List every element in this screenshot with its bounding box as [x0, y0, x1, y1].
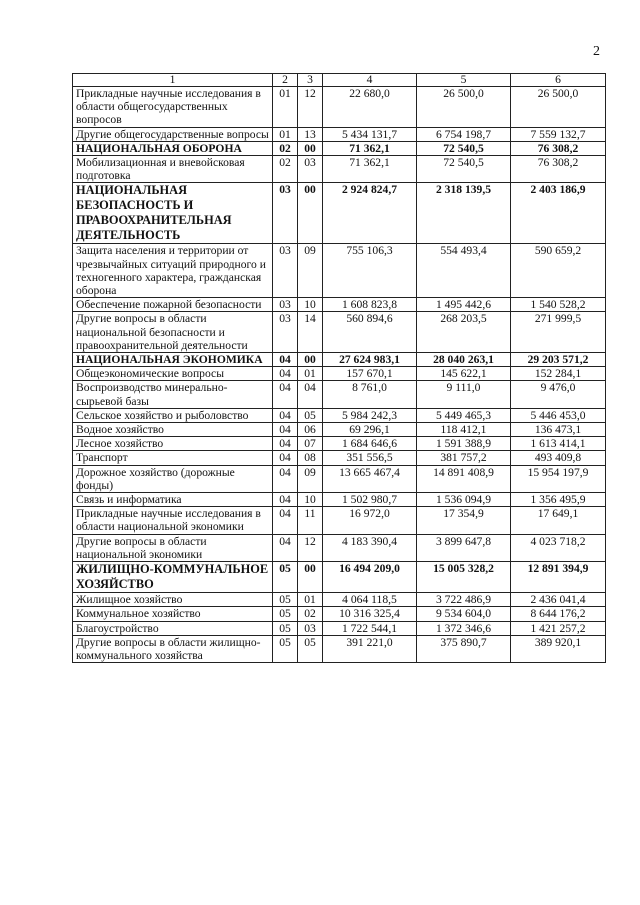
row-value-3-cell: 2 403 186,9 [511, 183, 606, 244]
row-value-2-cell: 14 891 408,9 [417, 465, 511, 492]
row-subsection-code-cell: 10 [298, 298, 323, 312]
row-value-3-cell: 5 446 453,0 [511, 408, 606, 422]
row-name-cell: НАЦИОНАЛЬНАЯ БЕЗОПАСНОСТЬ И ПРАВООХРАНИТЕЛЬНАЯ ДЕЯТЕЛЬНОСТЬ [73, 183, 273, 244]
header-col-1: 1 [73, 74, 273, 87]
row-value-2-cell: 15 005 328,2 [417, 562, 511, 593]
row-value-2-cell: 145 622,1 [417, 367, 511, 381]
row-section-code-cell: 05 [273, 593, 298, 607]
row-value-2-cell: 1 495 442,6 [417, 298, 511, 312]
table-row [73, 87, 606, 128]
row-value-2-cell: 9 534 604,0 [417, 607, 511, 621]
row-value-3-cell: 389 920,1 [511, 635, 606, 662]
row-section-code-cell: 02 [273, 156, 298, 183]
table-row [73, 621, 606, 635]
row-subsection-code-cell: 00 [298, 353, 323, 367]
row-section-code-cell: 04 [273, 367, 298, 381]
row-value-1-cell: 4 183 390,4 [323, 534, 417, 561]
table-row [73, 593, 606, 607]
row-name-cell: Лесное хозяйство [73, 437, 273, 451]
row-value-3-cell: 8 644 176,2 [511, 607, 606, 621]
row-value-1-cell: 71 362,1 [323, 141, 417, 155]
row-name-cell: НАЦИОНАЛЬНАЯ ЭКОНОМИКА [73, 353, 273, 367]
row-value-2-cell: 1 536 094,9 [417, 493, 511, 507]
row-section-code-cell: 04 [273, 423, 298, 437]
row-name-cell: ЖИЛИЩНО-КОММУНАЛЬНОЕ ХОЗЯЙСТВО [73, 562, 273, 593]
row-value-3-cell: 4 023 718,2 [511, 534, 606, 561]
row-section-code-cell: 04 [273, 353, 298, 367]
row-name-cell: Прикладные научные исследования в области национальной экономики [73, 507, 273, 534]
row-subsection-code-cell: 05 [298, 408, 323, 422]
row-value-1-cell: 10 316 325,4 [323, 607, 417, 621]
table-row [73, 127, 606, 141]
row-section-code-cell: 04 [273, 465, 298, 492]
row-name-cell: Сельское хозяйство и рыболовство [73, 408, 273, 422]
row-section-code-cell: 01 [273, 127, 298, 141]
row-value-1-cell: 1 608 823,8 [323, 298, 417, 312]
row-name-cell: Жилищное хозяйство [73, 593, 273, 607]
row-name-cell: НАЦИОНАЛЬНАЯ ОБОРОНА [73, 141, 273, 155]
row-value-1-cell: 69 296,1 [323, 423, 417, 437]
row-value-2-cell: 26 500,0 [417, 87, 511, 128]
table-row [73, 607, 606, 621]
row-subsection-code-cell: 10 [298, 493, 323, 507]
row-value-3-cell: 271 999,5 [511, 312, 606, 353]
row-subsection-code-cell: 01 [298, 367, 323, 381]
row-value-3-cell: 29 203 571,2 [511, 353, 606, 367]
row-value-3-cell: 1 356 495,9 [511, 493, 606, 507]
row-section-code-cell: 04 [273, 451, 298, 465]
row-value-1-cell: 16 972,0 [323, 507, 417, 534]
row-value-3-cell: 7 559 132,7 [511, 127, 606, 141]
row-value-1-cell: 27 624 983,1 [323, 353, 417, 367]
row-value-1-cell: 1 684 646,6 [323, 437, 417, 451]
table-row [73, 367, 606, 381]
row-subsection-code-cell: 00 [298, 141, 323, 155]
row-section-code-cell: 05 [273, 635, 298, 662]
row-subsection-code-cell: 06 [298, 423, 323, 437]
row-section-code-cell: 03 [273, 298, 298, 312]
row-value-3-cell: 12 891 394,9 [511, 562, 606, 593]
table-row [73, 493, 606, 507]
row-section-code-cell: 01 [273, 87, 298, 128]
header-col-3: 3 [298, 74, 323, 87]
row-value-1-cell: 22 680,0 [323, 87, 417, 128]
row-section-code-cell: 05 [273, 562, 298, 593]
table-row [73, 451, 606, 465]
table-row [73, 507, 606, 534]
row-value-1-cell: 351 556,5 [323, 451, 417, 465]
row-value-2-cell: 375 890,7 [417, 635, 511, 662]
row-name-cell: Связь и информатика [73, 493, 273, 507]
row-value-3-cell: 2 436 041,4 [511, 593, 606, 607]
row-value-2-cell: 6 754 198,7 [417, 127, 511, 141]
row-value-3-cell: 9 476,0 [511, 381, 606, 408]
row-value-2-cell: 381 757,2 [417, 451, 511, 465]
row-value-2-cell: 3 899 647,8 [417, 534, 511, 561]
table-header-row [73, 74, 606, 87]
row-name-cell: Защита населения и территории от чрезвычайных ситуаций природного и техногенного характера, гражданская оборона [73, 244, 273, 298]
row-subsection-code-cell: 03 [298, 621, 323, 635]
row-value-2-cell: 1 372 346,6 [417, 621, 511, 635]
row-value-1-cell: 391 221,0 [323, 635, 417, 662]
row-value-1-cell: 2 924 824,7 [323, 183, 417, 244]
row-value-2-cell: 9 111,0 [417, 381, 511, 408]
table-row [73, 465, 606, 492]
header-col-2: 2 [273, 74, 298, 87]
table-row [73, 141, 606, 155]
table-row [73, 298, 606, 312]
row-subsection-code-cell: 08 [298, 451, 323, 465]
table-row [73, 408, 606, 422]
header-col-4: 4 [323, 74, 417, 87]
row-name-cell: Водное хозяйство [73, 423, 273, 437]
table-row [73, 437, 606, 451]
row-name-cell: Воспроизводство минерально-сырьевой базы [73, 381, 273, 408]
row-value-3-cell: 1 421 257,2 [511, 621, 606, 635]
header-col-5: 5 [417, 74, 511, 87]
row-name-cell: Коммунальное хозяйство [73, 607, 273, 621]
header-col-6: 6 [511, 74, 606, 87]
table-row [73, 381, 606, 408]
row-section-code-cell: 03 [273, 183, 298, 244]
row-name-cell: Обеспечение пожарной безопасности [73, 298, 273, 312]
row-value-1-cell: 5 984 242,3 [323, 408, 417, 422]
table-row [73, 423, 606, 437]
row-subsection-code-cell: 00 [298, 562, 323, 593]
row-section-code-cell: 04 [273, 437, 298, 451]
row-section-code-cell: 05 [273, 621, 298, 635]
row-subsection-code-cell: 02 [298, 607, 323, 621]
row-subsection-code-cell: 09 [298, 465, 323, 492]
row-name-cell: Общеэкономические вопросы [73, 367, 273, 381]
row-value-3-cell: 136 473,1 [511, 423, 606, 437]
row-value-3-cell: 152 284,1 [511, 367, 606, 381]
row-value-1-cell: 157 670,1 [323, 367, 417, 381]
row-value-2-cell: 268 203,5 [417, 312, 511, 353]
row-section-code-cell: 04 [273, 534, 298, 561]
row-subsection-code-cell: 12 [298, 87, 323, 128]
row-name-cell: Транспорт [73, 451, 273, 465]
row-name-cell: Другие вопросы в области национальной экономики [73, 534, 273, 561]
row-subsection-code-cell: 11 [298, 507, 323, 534]
row-value-1-cell: 8 761,0 [323, 381, 417, 408]
page-number: 2 [593, 44, 600, 59]
table-row [73, 183, 606, 244]
row-subsection-code-cell: 04 [298, 381, 323, 408]
row-subsection-code-cell: 09 [298, 244, 323, 298]
table-row [73, 534, 606, 561]
row-value-3-cell: 76 308,2 [511, 156, 606, 183]
row-subsection-code-cell: 05 [298, 635, 323, 662]
row-section-code-cell: 04 [273, 381, 298, 408]
row-subsection-code-cell: 00 [298, 183, 323, 244]
row-section-code-cell: 03 [273, 244, 298, 298]
row-value-1-cell: 5 434 131,7 [323, 127, 417, 141]
row-value-2-cell: 554 493,4 [417, 244, 511, 298]
row-value-1-cell: 1 502 980,7 [323, 493, 417, 507]
row-value-2-cell: 17 354,9 [417, 507, 511, 534]
row-name-cell: Другие вопросы в области жилищно-коммунального хозяйства [73, 635, 273, 662]
row-section-code-cell: 04 [273, 507, 298, 534]
row-subsection-code-cell: 03 [298, 156, 323, 183]
row-subsection-code-cell: 12 [298, 534, 323, 561]
budget-table [72, 73, 606, 663]
row-value-1-cell: 71 362,1 [323, 156, 417, 183]
row-value-3-cell: 590 659,2 [511, 244, 606, 298]
row-value-2-cell: 3 722 486,9 [417, 593, 511, 607]
row-name-cell: Другие вопросы в области национальной безопасности и правоохранительной деятельности [73, 312, 273, 353]
row-value-2-cell: 5 449 465,3 [417, 408, 511, 422]
row-name-cell: Другие общегосударственные вопросы [73, 127, 273, 141]
row-value-3-cell: 26 500,0 [511, 87, 606, 128]
row-subsection-code-cell: 14 [298, 312, 323, 353]
row-name-cell: Прикладные научные исследования в области общегосударственных вопросов [73, 87, 273, 128]
row-value-3-cell: 1 613 414,1 [511, 437, 606, 451]
row-value-1-cell: 16 494 209,0 [323, 562, 417, 593]
row-value-1-cell: 755 106,3 [323, 244, 417, 298]
row-value-2-cell: 2 318 139,5 [417, 183, 511, 244]
row-section-code-cell: 02 [273, 141, 298, 155]
row-value-3-cell: 1 540 528,2 [511, 298, 606, 312]
row-value-1-cell: 1 722 544,1 [323, 621, 417, 635]
row-value-3-cell: 493 409,8 [511, 451, 606, 465]
table-row [73, 312, 606, 353]
row-section-code-cell: 03 [273, 312, 298, 353]
row-name-cell: Дорожное хозяйство (дорожные фонды) [73, 465, 273, 492]
table-row [73, 156, 606, 183]
table-row [73, 244, 606, 298]
table-row [73, 353, 606, 367]
row-section-code-cell: 05 [273, 607, 298, 621]
row-value-2-cell: 1 591 388,9 [417, 437, 511, 451]
row-subsection-code-cell: 01 [298, 593, 323, 607]
row-subsection-code-cell: 13 [298, 127, 323, 141]
table-row [73, 635, 606, 662]
row-subsection-code-cell: 07 [298, 437, 323, 451]
row-value-2-cell: 28 040 263,1 [417, 353, 511, 367]
row-name-cell: Благоустройство [73, 621, 273, 635]
table-row [73, 562, 606, 593]
row-value-3-cell: 76 308,2 [511, 141, 606, 155]
row-name-cell: Мобилизационная и вневойсковая подготовка [73, 156, 273, 183]
row-section-code-cell: 04 [273, 493, 298, 507]
row-value-3-cell: 17 649,1 [511, 507, 606, 534]
row-value-2-cell: 118 412,1 [417, 423, 511, 437]
row-section-code-cell: 04 [273, 408, 298, 422]
row-value-1-cell: 13 665 467,4 [323, 465, 417, 492]
row-value-3-cell: 15 954 197,9 [511, 465, 606, 492]
row-value-1-cell: 560 894,6 [323, 312, 417, 353]
row-value-1-cell: 4 064 118,5 [323, 593, 417, 607]
row-value-2-cell: 72 540,5 [417, 156, 511, 183]
row-value-2-cell: 72 540,5 [417, 141, 511, 155]
